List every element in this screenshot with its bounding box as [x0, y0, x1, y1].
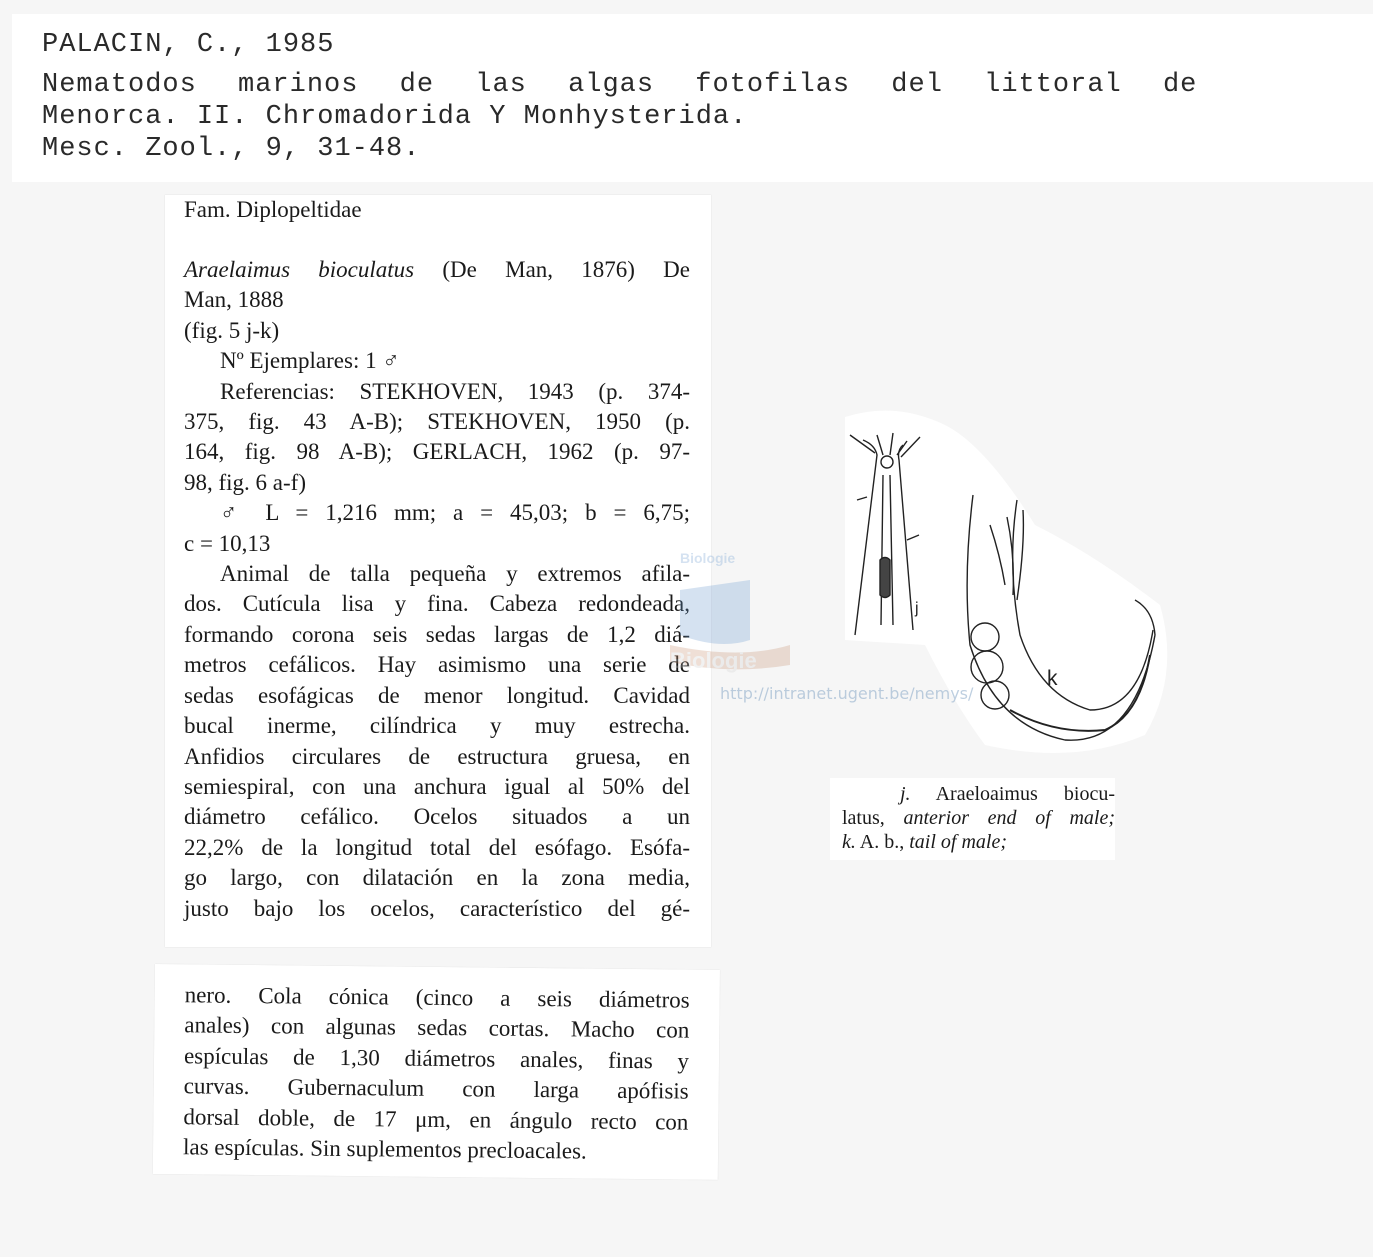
caption-panel-j: j.	[900, 783, 911, 805]
species-name: Araelaimus bioculatus	[184, 257, 415, 282]
description-line: formando corona seis sedas largas de 1,2 diá-	[184, 621, 690, 647]
species-entry	[184, 255, 690, 924]
reference-author-year: PALACIN, C., 1985	[42, 30, 335, 60]
references-line: 375, fig. 43 A-B); STEKHOVEN, 1950 (p.	[184, 409, 690, 435]
text-clipping-main	[165, 195, 711, 947]
species-author-line2: Man, 1888	[184, 287, 284, 313]
description-line: go largo, con dilatación en la zona media,	[184, 865, 690, 891]
watermark-url: http://intranet.ugent.be/nemys/	[720, 684, 974, 703]
caption-line	[842, 830, 1115, 854]
figure-reference: (fig. 5 j-k)	[184, 317, 280, 343]
figure-drawing	[835, 405, 1180, 760]
reference-title-line2: Menorca. II. Chromadorida Y Monhysterida.	[42, 102, 748, 132]
continuation-line: curvas. Gubernaculum con larga apófisis	[183, 1073, 689, 1104]
continuation-line: espículas de 1,30 diámetros anales, finas y	[183, 1043, 690, 1074]
watermark-top-text: Biologie	[680, 550, 736, 566]
continuation-line: nero. Cola cónica (cinco a seis diámetros	[184, 982, 690, 1013]
continuation-text	[183, 980, 690, 1168]
description-line: bucal inerme, cilíndrica y muy estrecha.	[184, 713, 690, 739]
description-line: metros cefálicos. Hay asimismo una serie de	[184, 652, 690, 678]
watermark-mid-text: Biologie	[670, 648, 757, 673]
caption-line	[842, 806, 1115, 830]
caption-panel-k: k.	[842, 831, 856, 853]
species-author: (De Man, 1876) De	[414, 257, 690, 282]
measurements-line: ♂ L = 1,216 mm; a = 45,03; b = 6,75;	[220, 500, 690, 526]
species-name-line	[184, 255, 690, 285]
text-clipping-continuation	[153, 964, 720, 1180]
figure-caption	[830, 778, 1115, 860]
measurements-line: c = 10,13	[184, 530, 271, 556]
specimen-count: Nº Ejemplares: 1 ♂	[220, 348, 400, 374]
description-line: semiespiral, con una anchura igual al 50% del	[184, 773, 690, 799]
caption-tail: tail of male;	[909, 831, 1007, 853]
caption-species: Araeloaimus biocu-	[910, 783, 1115, 805]
reference-journal: Mesc. Zool., 9, 31-48.	[42, 134, 421, 164]
references-line: 164, fig. 98 A-B); GERLACH, 1962 (p. 97-	[184, 439, 690, 465]
figure-panel-label-k: k	[1047, 667, 1058, 690]
family-heading: Fam. Diplopeltidae	[184, 197, 362, 222]
description-line: 22,2% de la longitud total del esófago. Esófa-	[184, 834, 690, 860]
caption-species-end: latus,	[842, 807, 904, 829]
references-line: 98, fig. 6 a-f)	[184, 469, 306, 495]
caption-abbrev: A. b.,	[855, 831, 910, 853]
caption-line	[900, 782, 1115, 806]
continuation-line: anales) con algunas sedas cortas. Macho con	[184, 1012, 690, 1044]
continuation-line: las espículas. Sin suplementos precloacales.	[182, 1134, 587, 1164]
caption-anterior: anterior end of male;	[903, 807, 1115, 829]
figure-panel-label-j: j	[915, 600, 919, 617]
reference-title-line1: Nematodos marinos de las algas fotofilas del littoral de	[42, 70, 1198, 100]
description-line: Anfidios circulares de estructura gruesa, en	[184, 743, 690, 769]
nematode-figure	[835, 405, 1180, 760]
description-line: justo bajo los ocelos, característico del gé-	[184, 895, 690, 921]
description-line: Animal de talla pequeña y extremos afila-	[220, 561, 690, 587]
references-line: Referencias: STEKHOVEN, 1943 (p. 374-	[220, 378, 690, 404]
description-line: sedas esofágicas de menor longitud. Cavidad	[184, 682, 690, 708]
continuation-line: dorsal doble, de 17 μm, en ángulo recto con	[183, 1103, 689, 1135]
description-line: diámetro cefálico. Ocelos situados a un	[184, 804, 690, 830]
description-line: dos. Cutícula lisa y fina. Cabeza redondeada,	[184, 591, 690, 617]
